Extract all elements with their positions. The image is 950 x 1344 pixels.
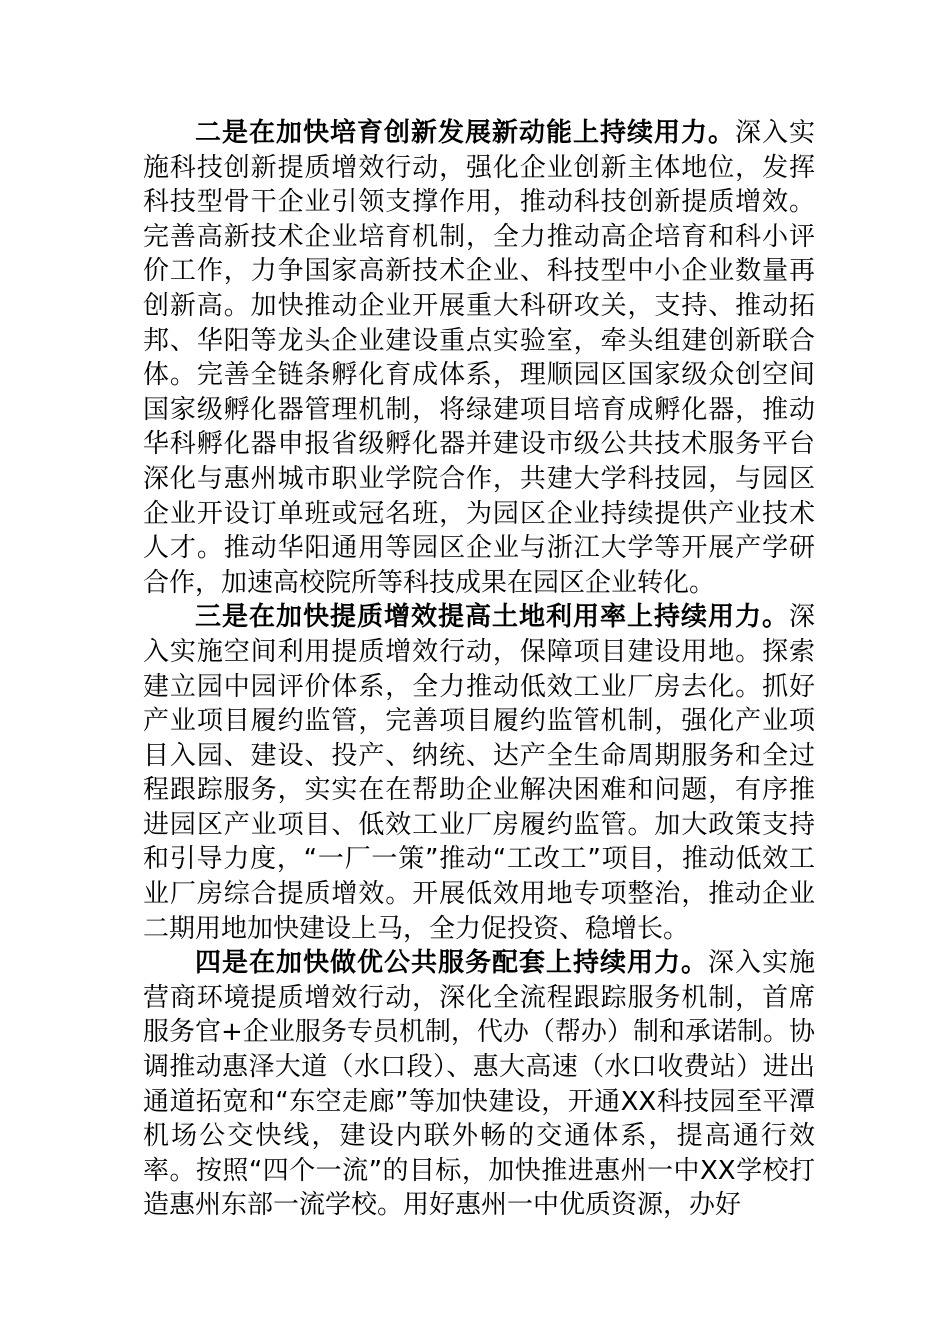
- paragraph-lead: 三是在加快提质增效提高土地利用率上持续用力。: [195, 602, 789, 633]
- paragraph-text: 深入实施科技创新提质增效行动，强化企业创新主体地位，发挥科技型骨干企业引领支撑作用，推动科技创新提质增效。完善高新技术企业培育机制，全力推动高企培育和科小评价工作，力争国家高新技术企业、科技型中小企业数量再创新高。加快推动企业开展重大科研攻关，支持、推动拓邦、华阳等龙头企业建设重点实验室，牵头组建创新联合体。完善全链条孵化育成体系，理顺园区国家级众创空间国家级孵化器管理机制，将绿建项目培育成孵化器，推动华科孵化器申报省级孵化器并建设市级公共技术服务平台深化与惠州城市职业学院合作，共建大学科技园，与园区企业开设订单班或冠名班，为园区企业持续提供产业技术人才。推动华阳通用等园区企业与浙江大学等开展产学研合作，加速高校院所等科技成果在园区企业转化。: [143, 118, 815, 598]
- paragraph-innovation: [143, 116, 815, 600]
- paragraph-lead: 四是在加快做优公共服务配套上持续用力。: [195, 948, 708, 979]
- paragraph-text: 深入实施营商环境提质增效行动，深化全流程跟踪服务机制，首席服务官+企业服务专员机制，代办（帮办）制和承诺制。协调推动惠泽大道（水口段）、惠大高速（水口收费站）进出通道拓宽和“东空走廊”等加快建设，开通XX科技园至平潭机场公交快线，建设内联外畅的交通体系，提高通行效率。按照“四个一流”的目标，加快推进惠州一中XX学校打造惠州东部一流学校。用好惠州一中优质资源，办好: [143, 948, 815, 1221]
- paragraph-land-use: [143, 600, 815, 946]
- paragraph-public-services: [143, 946, 815, 1223]
- document-body: [143, 116, 815, 1223]
- paragraph-lead: 二是在加快培育创新发展新动能上持续用力。: [195, 118, 735, 148]
- paragraph-text: 深入实施空间利用提质增效行动，保障项目建设用地。探索建立园中园评价体系，全力推动低效工业厂房去化。抓好产业项目履约监管，完善项目履约监管机制，强化产业项目入园、建设、投产、纳统、达产全生命周期服务和全过程跟踪服务，实实在在帮助企业解决困难和问题，有序推进园区产业项目、低效工业厂房履约监管。加大政策支持和引导力度，“一厂一策”推动“工改工”项目，推动低效工业厂房综合提质增效。开展低效用地专项整治，推动企业二期用地加快建设上马，全力促投资、稳增长。: [143, 602, 815, 944]
